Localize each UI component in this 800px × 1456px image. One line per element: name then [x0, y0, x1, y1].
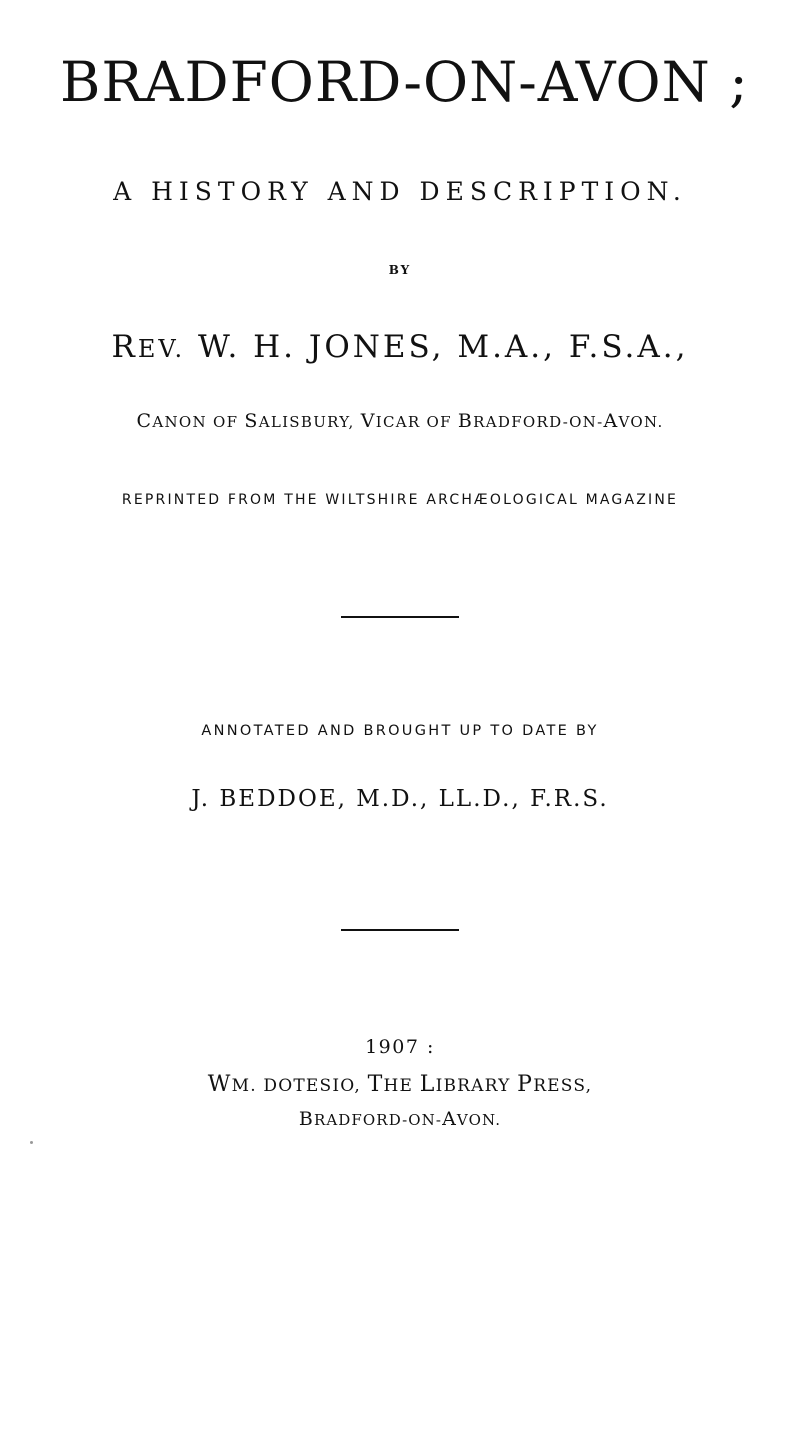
- role-cap-bradford: B: [457, 409, 474, 432]
- subtitle: A HISTORY AND DESCRIPTION.: [113, 176, 687, 206]
- publisher-text-press: RESS,: [533, 1075, 593, 1096]
- divider-rule-bottom: [60, 929, 740, 931]
- publisher-text-the: HE: [383, 1075, 420, 1096]
- publisher-cap-press: P: [517, 1071, 534, 1097]
- annotation-line: ANNOTATED AND BROUGHT UP TO DATE BY: [201, 722, 599, 739]
- reprint-note: REPRINTED FROM THE WILTSHIRE ARCHÆOLOGICAL MAGAZINE: [121, 491, 679, 508]
- place-text-bradford: RADFORD-ON-: [313, 1110, 443, 1129]
- role-text-bradford: RADFORD-ON-: [473, 412, 604, 431]
- author-name-text: W. H. JONES, M.A., F.S.A.,: [185, 328, 689, 365]
- horizontal-rule: [341, 616, 459, 618]
- author-roles: [60, 410, 740, 432]
- role-cap-vicar: V: [360, 409, 376, 432]
- author-prefix-rest: EV.: [137, 334, 186, 363]
- role-text-salisbury: ALISBURY,: [258, 412, 361, 431]
- role-cap-avon: A: [603, 409, 619, 432]
- annotator-name: J. BEDDOE, M.D., LL.D., F.R.S.: [191, 785, 609, 812]
- title-page: [0, 52, 800, 1456]
- imprint-place: [60, 1108, 740, 1130]
- publisher-cap-library: L: [419, 1071, 436, 1097]
- author-name: [60, 329, 740, 365]
- horizontal-rule: [341, 929, 459, 931]
- publisher-cap-wm: W: [207, 1071, 232, 1097]
- role-cap-salisbury: S: [244, 409, 259, 432]
- publisher-text-library: IBRARY: [435, 1075, 518, 1096]
- page-title: BRADFORD-ON-AVON ;: [60, 50, 749, 114]
- imprint-publisher: [60, 1072, 740, 1097]
- role-text-canon: ANON OF: [152, 412, 245, 431]
- divider-rule-top: [60, 616, 740, 618]
- publisher-cap-the: T: [367, 1071, 384, 1097]
- imprint-year: 1907 :: [365, 1035, 435, 1058]
- place-text-avon: VON.: [456, 1110, 502, 1129]
- publisher-text-wm: M. DOTESIO,: [231, 1075, 368, 1096]
- place-cap-bradford: B: [298, 1107, 314, 1130]
- role-text-vicar: ICAR OF: [375, 412, 458, 431]
- by-label: BY: [388, 262, 412, 277]
- author-prefix-cap: R: [111, 328, 138, 365]
- role-text-avon: VON.: [618, 412, 664, 431]
- page-speck: [30, 1141, 33, 1144]
- role-cap-canon: C: [136, 409, 153, 432]
- place-cap-avon: A: [442, 1107, 457, 1130]
